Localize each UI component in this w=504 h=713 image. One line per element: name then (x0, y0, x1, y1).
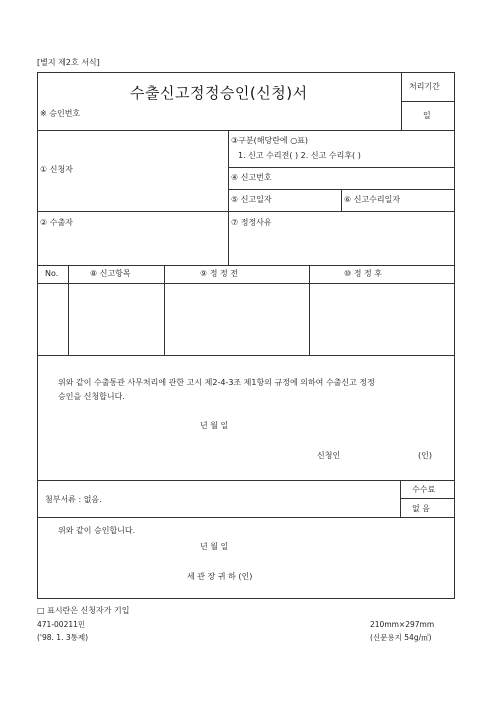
statement-line-2: 승인을 신청합니다. (58, 392, 125, 401)
category-options: 1. 신고 수리전( ) 2. 신고 수리후( ) (238, 151, 361, 160)
footer-paper-size: 210mm×297mm (370, 620, 435, 629)
approval-statement: 위와 같이 승인합니다. (58, 526, 136, 535)
form-label: [별지 제2호 서식] (37, 58, 100, 67)
footer-note: □ 표시란은 신청자가 기입 (37, 606, 130, 615)
applicant-signature-label: 신청인 (317, 451, 341, 460)
report-number-label: ④ 신고번호 (231, 173, 272, 182)
acceptance-date-label: ⑥ 신고수리일자 (344, 195, 401, 204)
category-label: ③구분(해당란에 ○표) (231, 136, 309, 145)
table-header-no: No. (45, 269, 59, 278)
application-date-line: 년 월 일 (200, 421, 229, 430)
form-title: 수출신고정정승인(신청)서 (130, 84, 308, 102)
correction-reason-label: ⑦ 정정사유 (231, 218, 272, 227)
applicant-label: ① 신청자 (40, 165, 73, 174)
exporter-label: ② 수출자 (40, 218, 73, 227)
statement-line-1: 위와 같이 수출통관 사무처리에 관한 고시 제2-4-3조 제1항의 규정에 의하여 수출신고 정정 (58, 378, 375, 387)
approval-number-label: ※ 승인번호 (40, 109, 81, 118)
customs-addressee: 세 관 장 귀 하 (인) (187, 572, 253, 581)
footer-paper-type: (신문용지 54g/㎡) (370, 633, 432, 642)
footer-approved: ('98. 1. 3통제) (37, 633, 89, 642)
applicant-seal: (인) (418, 451, 432, 460)
table-header-before: ⑨ 정 정 전 (200, 269, 238, 278)
table-header-item: ⑧ 신고항목 (90, 269, 131, 278)
approval-date-line: 년 월 일 (200, 542, 229, 551)
attachments-label: 첨부서류 : 없음. (45, 495, 102, 504)
fee-value: 없 음 (412, 504, 430, 513)
table-header-after: ⑩ 정 정 후 (344, 269, 382, 278)
report-date-label: ⑤ 신고일자 (231, 195, 272, 204)
footer-code: 471-00211민 (37, 620, 86, 629)
processing-period-label: 처리기간 (409, 82, 440, 91)
fee-label: 수수료 (412, 485, 436, 494)
processing-period-value: 일 (423, 111, 431, 120)
